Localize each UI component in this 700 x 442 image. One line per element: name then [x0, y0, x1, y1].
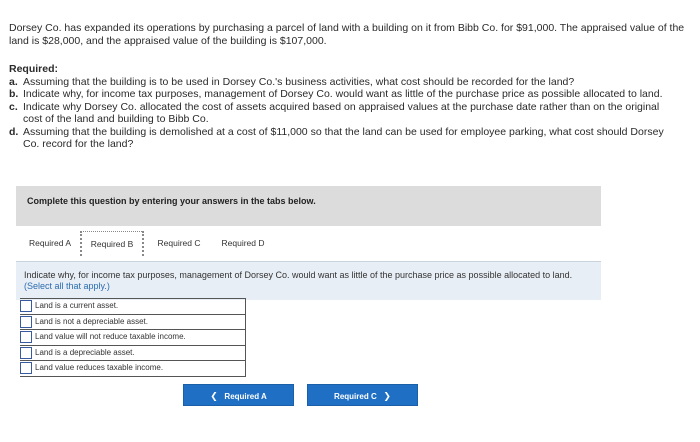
required-item-text: Indicate why Dorsey Co. allocated the cost of assets acquired based on appraised values at the purchase date rather than on the original cost of the land and building to Bibb Co.	[23, 100, 660, 126]
option-checkbox[interactable]	[20, 300, 32, 312]
required-item-text: Assuming that the building is demolished at a cost of $11,000 so that the land can be used for employee parking, what cost should Dorsey Co. record for the land?	[23, 125, 664, 151]
required-item-text: Assuming that the building is to be used in Dorsey Co.'s business activities, what cost should be recorded for the land?	[23, 76, 575, 88]
required-heading: Required:	[9, 63, 59, 75]
chevron-left-icon: ❮	[210, 391, 218, 401]
tab-required-d[interactable]: Required D	[213, 231, 273, 256]
instruction-panel	[16, 186, 601, 226]
next-required-button[interactable]	[307, 384, 418, 406]
tab-required-a[interactable]: Required A	[20, 231, 80, 256]
required-item-b	[9, 88, 669, 100]
instruction-text: Complete this question by entering your answers in the tabs below.	[27, 196, 316, 206]
option-label: Land is a depreciable asset.	[35, 347, 135, 357]
question-text	[24, 270, 584, 292]
required-item-a	[9, 76, 669, 88]
required-list	[9, 76, 669, 150]
required-item-text: Indicate why, for income tax purposes, management of Dorsey Co. would want as little of the purchase price as possible allocated to land.	[23, 88, 663, 101]
required-item-letter: b.	[9, 88, 19, 101]
option-checkbox[interactable]	[20, 331, 32, 343]
option-label: Land is a current asset.	[35, 301, 119, 310]
tab-required-c[interactable]: Required C	[147, 231, 211, 256]
option-row	[20, 361, 246, 377]
required-item-letter: c.	[9, 100, 18, 113]
question-prompt: Indicate why, for income tax purposes, management of Dorsey Co. would want as little of the purchase price as possible allocated to land.	[24, 270, 573, 280]
option-label: Land value reduces taxable income.	[35, 363, 164, 372]
next-button-label: Required C	[334, 392, 377, 401]
option-checkbox[interactable]	[20, 362, 32, 374]
answer-options	[20, 298, 246, 377]
question-content	[16, 261, 601, 300]
required-item-letter: d.	[9, 125, 19, 138]
required-item-letter: a.	[9, 76, 18, 88]
option-row	[20, 315, 246, 331]
option-row	[20, 299, 246, 315]
prev-button-label: Required A	[224, 392, 267, 401]
option-row	[20, 330, 246, 346]
prev-required-button[interactable]	[183, 384, 294, 406]
option-label: Land value will not reduce taxable income.	[35, 332, 186, 341]
problem-intro: Dorsey Co. has expanded its operations by purchasing a parcel of land with a building on it from Bibb Co. for $91,000. The appraised value of the land is $28,000, and the appraised value of the building is $107,000.	[9, 22, 685, 47]
required-item-c	[9, 101, 669, 126]
select-hint: (Select all that apply.)	[24, 281, 110, 291]
chevron-right-icon: ❯	[383, 391, 391, 401]
option-checkbox[interactable]	[20, 316, 32, 328]
option-label: Land is not a depreciable asset.	[35, 316, 148, 326]
tab-required-b[interactable]: Required B	[80, 231, 144, 256]
option-checkbox[interactable]	[20, 347, 32, 359]
option-row	[20, 346, 246, 362]
required-item-d	[9, 126, 669, 151]
